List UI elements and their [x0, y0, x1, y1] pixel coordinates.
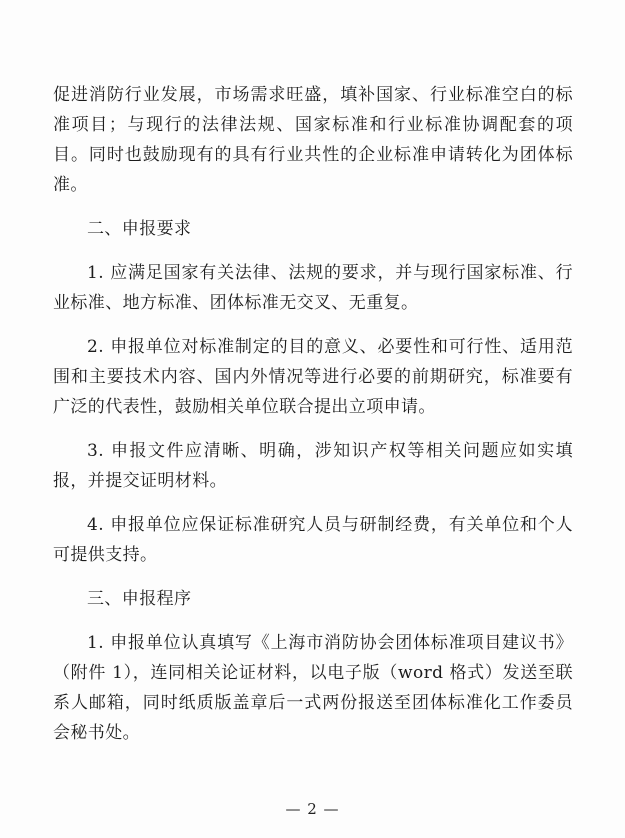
- page-number: — 2 —: [285, 800, 340, 818]
- section-heading-procedure: 三、申报程序: [87, 589, 192, 609]
- requirement-item-2: 2. 申报单位对标准制定的目的意义、必要性和可行性、适用范围和主要技术内容、国内外情况等进行必要的前期研究，标准要有广泛的代表性，鼓励相关单位联合提出立项申请。: [53, 337, 573, 417]
- requirement-item-1: 1. 应满足国家有关法律、法规的要求，并与现行国家标准、行业标准、地方标准、团体标准无交叉、无重复。: [53, 263, 573, 313]
- intro-paragraph: 促进消防行业发展，市场需求旺盛，填补国家、行业标准空白的标准项目；与现行的法律法规、国家标准和行业标准协调配套的项目。同时也鼓励现有的具有行业共性的企业标准申请转化为团体标准。: [53, 85, 573, 195]
- procedure-item-1: 1. 申报单位认真填写《上海市消防协会团体标准项目建议书》（附件 1），连同相关论证材料，以电子版（word 格式）发送至联系人邮箱，同时纸质版盖章后一式两份报送至团体标准化工作委员会秘书处。: [53, 633, 573, 743]
- section-heading-requirements: 二、申报要求: [87, 219, 192, 239]
- document-body: [53, 80, 573, 762]
- requirement-item-4: 4. 申报单位应保证标准研究人员与研制经费，有关单位和个人可提供支持。: [53, 515, 573, 565]
- requirement-item-3: 3. 申报文件应清晰、明确，涉知识产权等相关问题应如实填报，并提交证明材料。: [53, 441, 573, 491]
